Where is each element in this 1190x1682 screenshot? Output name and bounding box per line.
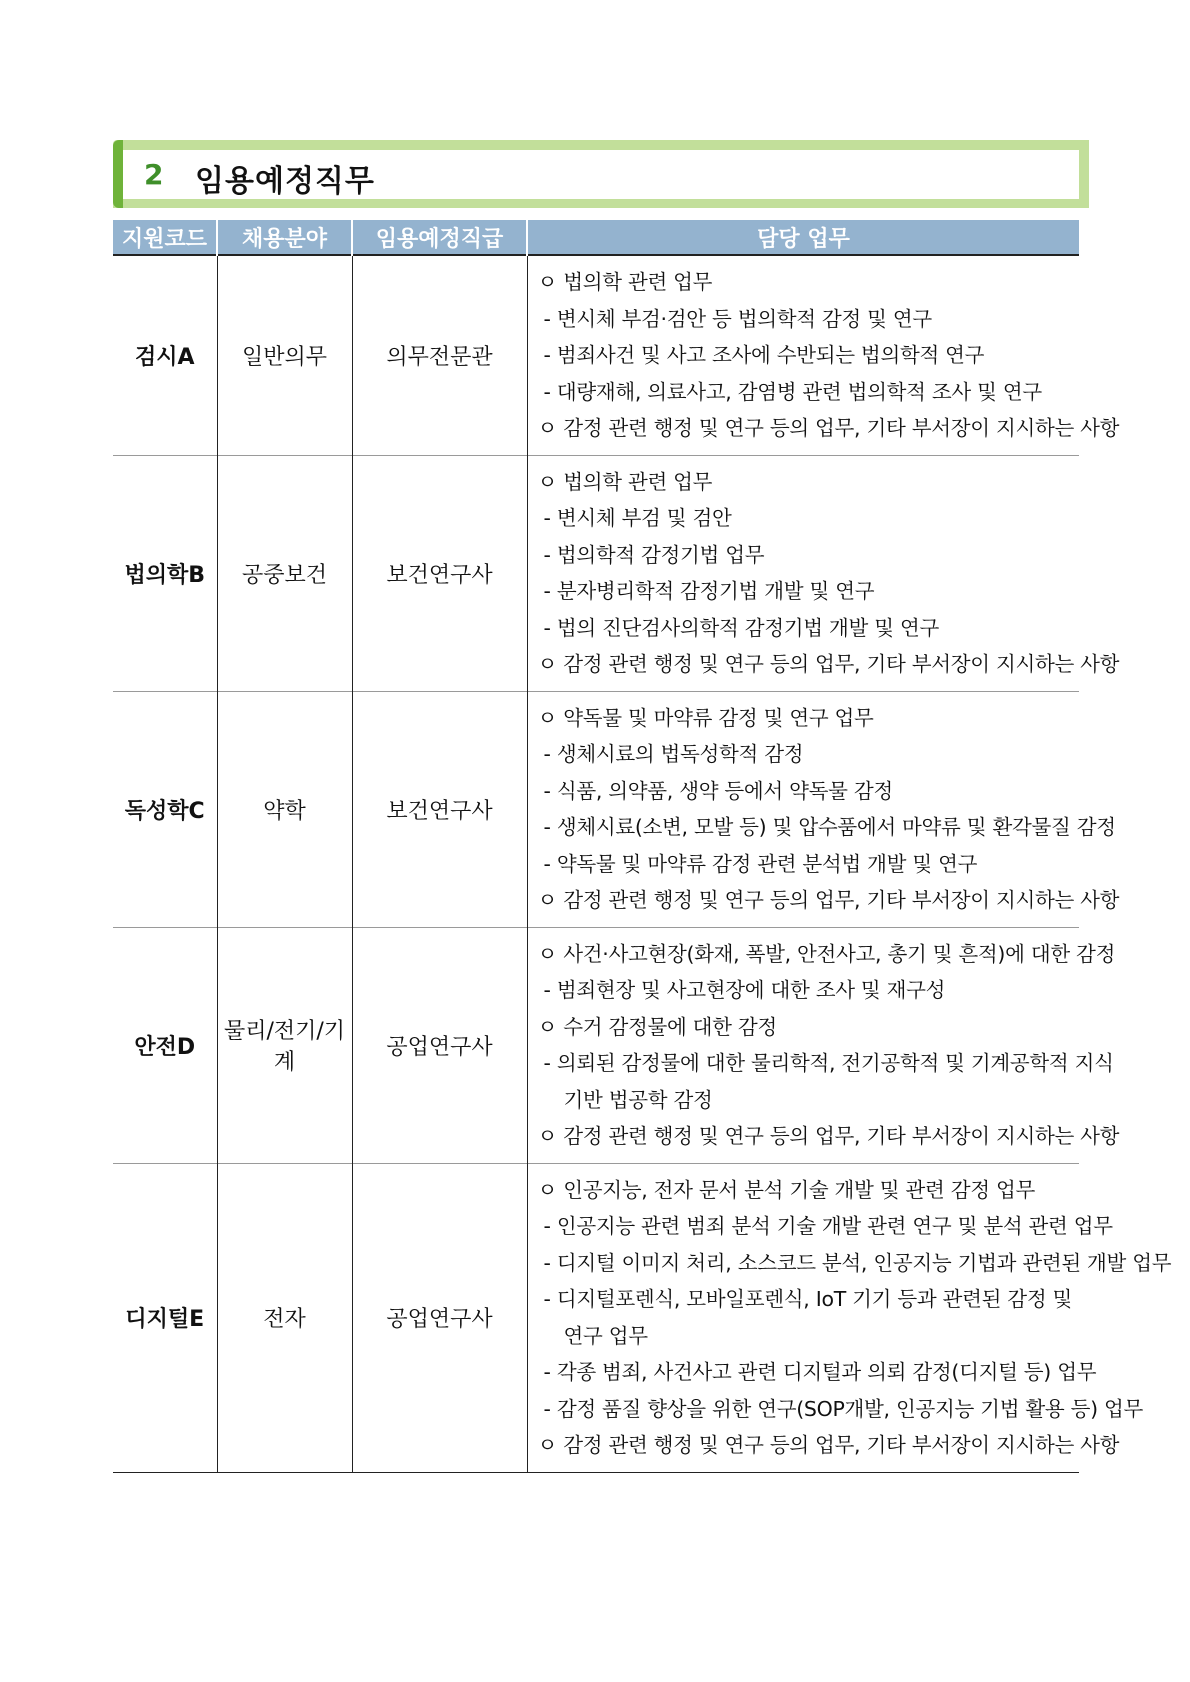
- cell-grade: 공업연구사: [352, 1163, 527, 1472]
- duty-subitem: 기반 법공학 감정: [563, 1087, 713, 1112]
- cell-code: 법의학B: [113, 455, 217, 691]
- duty-item: ㅇ 법의학 관련 업무: [537, 270, 713, 294]
- table-header-row: [113, 220, 1079, 255]
- header-border-top: [113, 140, 1089, 150]
- duties-table: [113, 220, 1172, 1473]
- cell-grade: 보건연구사: [352, 455, 527, 691]
- table-row: [113, 1163, 1079, 1472]
- duty-subitem: - 변시체 부검·검안 등 법의학적 감정 및 연구: [543, 306, 932, 331]
- duty-subitem: - 법의 진단검사의학적 감정기법 개발 및 연구: [543, 615, 939, 640]
- duty-subitem: - 범죄사건 및 사고 조사에 수반되는 법의학적 연구: [543, 343, 985, 367]
- duty-subitem: - 디지털 이미지 처리, 소스코드 분석, 인공지능 기법과 관련된 개발 업무: [543, 1250, 1172, 1275]
- header-field: 채용분야: [217, 220, 352, 255]
- section-title: 임용예정직무: [195, 164, 375, 199]
- duty-subitem: - 범죄현장 및 사고현장에 대한 조사 및 재구성: [543, 978, 946, 1002]
- cell-grade: 공업연구사: [352, 927, 527, 1163]
- table-row: [113, 691, 1079, 927]
- header-duties: 담당 업무: [527, 220, 1079, 255]
- cell-field: 일반의무: [217, 255, 352, 455]
- table-row: [113, 255, 1079, 455]
- cell-code: 독성학C: [113, 691, 217, 927]
- section-number: 2: [144, 158, 164, 191]
- duty-item: ㅇ 약독물 및 마약류 감정 및 연구 업무: [537, 705, 874, 730]
- cell-grade: 보건연구사: [352, 691, 527, 927]
- duty-subitem: - 대량재해, 의료사고, 감염병 관련 법의학적 조사 및 연구: [543, 379, 1042, 404]
- duty-subitem: - 변시체 부검 및 검안: [543, 506, 732, 530]
- cell-field: 전자: [217, 1163, 352, 1472]
- cell-code: 안전D: [113, 927, 217, 1163]
- cell-duties: [527, 691, 1120, 927]
- cell-duties: [527, 255, 1120, 455]
- duty-item: ㅇ 법의학 관련 업무: [537, 469, 713, 494]
- header-grade: 임용예정직급: [352, 220, 527, 255]
- duty-subitem: - 생체시료(소변, 모발 등) 및 압수품에서 마약류 및 환각물질 감정: [543, 815, 1116, 839]
- header-code: 지원코드: [113, 220, 217, 255]
- duty-subitem: - 의뢰된 감정물에 대한 물리학적, 전기공학적 및 기계공학적 지식: [543, 1051, 1114, 1075]
- table-row: [113, 455, 1079, 691]
- cell-code: 디지털E: [113, 1163, 217, 1472]
- section-header: [113, 140, 1089, 208]
- table-row: [113, 927, 1079, 1163]
- header-border-bottom: [113, 199, 1089, 208]
- cell-duties: [527, 455, 1120, 691]
- duty-subitem: - 식품, 의약품, 생약 등에서 약독물 감정: [543, 778, 893, 803]
- duty-item: ㅇ 감정 관련 행정 및 연구 등의 업무, 기타 부서장이 지시하는 사항: [537, 416, 1120, 440]
- duty-item: ㅇ 사건·사고현장(화재, 폭발, 안전사고, 총기 및 흔적)에 대한 감정: [537, 941, 1116, 966]
- cell-field: 약학: [217, 691, 352, 927]
- cell-duties: [527, 927, 1120, 1163]
- duty-item: ㅇ 감정 관련 행정 및 연구 등의 업무, 기타 부서장이 지시하는 사항: [537, 1124, 1120, 1148]
- duty-subitem: - 생체시료의 법독성학적 감정: [543, 742, 804, 766]
- duty-subitem: - 법의학적 감정기법 업무: [543, 542, 765, 567]
- header-accent-bar: [113, 140, 123, 208]
- cell-grade: 의무전문관: [352, 255, 527, 455]
- table-body: [113, 255, 1172, 1472]
- header-border-right: [1079, 140, 1089, 208]
- cell-duties: [527, 1163, 1172, 1472]
- cell-field: 물리/전기/기계: [217, 927, 352, 1163]
- duty-subitem: - 감정 품질 향상을 위한 연구(SOP개발, 인공지능 기법 활용 등) 업무: [543, 1396, 1144, 1421]
- duty-subitem: - 디지털포렌식, 모바일포렌식, IoT 기기 등과 관련된 감정 및: [543, 1287, 1073, 1311]
- duty-subitem: - 인공지능 관련 범죄 분석 기술 개발 관련 연구 및 분석 관련 업무: [543, 1214, 1113, 1238]
- duty-item: ㅇ 감정 관련 행정 및 연구 등의 업무, 기타 부서장이 지시하는 사항: [537, 1433, 1120, 1457]
- duty-item: ㅇ 감정 관련 행정 및 연구 등의 업무, 기타 부서장이 지시하는 사항: [537, 652, 1120, 676]
- duty-subitem: 연구 업무: [563, 1323, 648, 1348]
- duty-item: ㅇ 감정 관련 행정 및 연구 등의 업무, 기타 부서장이 지시하는 사항: [537, 888, 1120, 912]
- duty-subitem: - 분자병리학적 감정기법 개발 및 연구: [543, 579, 875, 603]
- cell-code: 검시A: [113, 255, 217, 455]
- duty-item: ㅇ 수거 감정물에 대한 감정: [537, 1014, 777, 1039]
- cell-field: 공중보건: [217, 455, 352, 691]
- duty-subitem: - 약독물 및 마약류 감정 관련 분석법 개발 및 연구: [543, 851, 978, 876]
- duty-subitem: - 각종 범죄, 사건사고 관련 디지털과 의뢰 감정(디지털 등) 업무: [543, 1360, 1097, 1384]
- duty-item: ㅇ 인공지능, 전자 문서 분석 기술 개발 및 관련 감정 업무: [537, 1177, 1035, 1202]
